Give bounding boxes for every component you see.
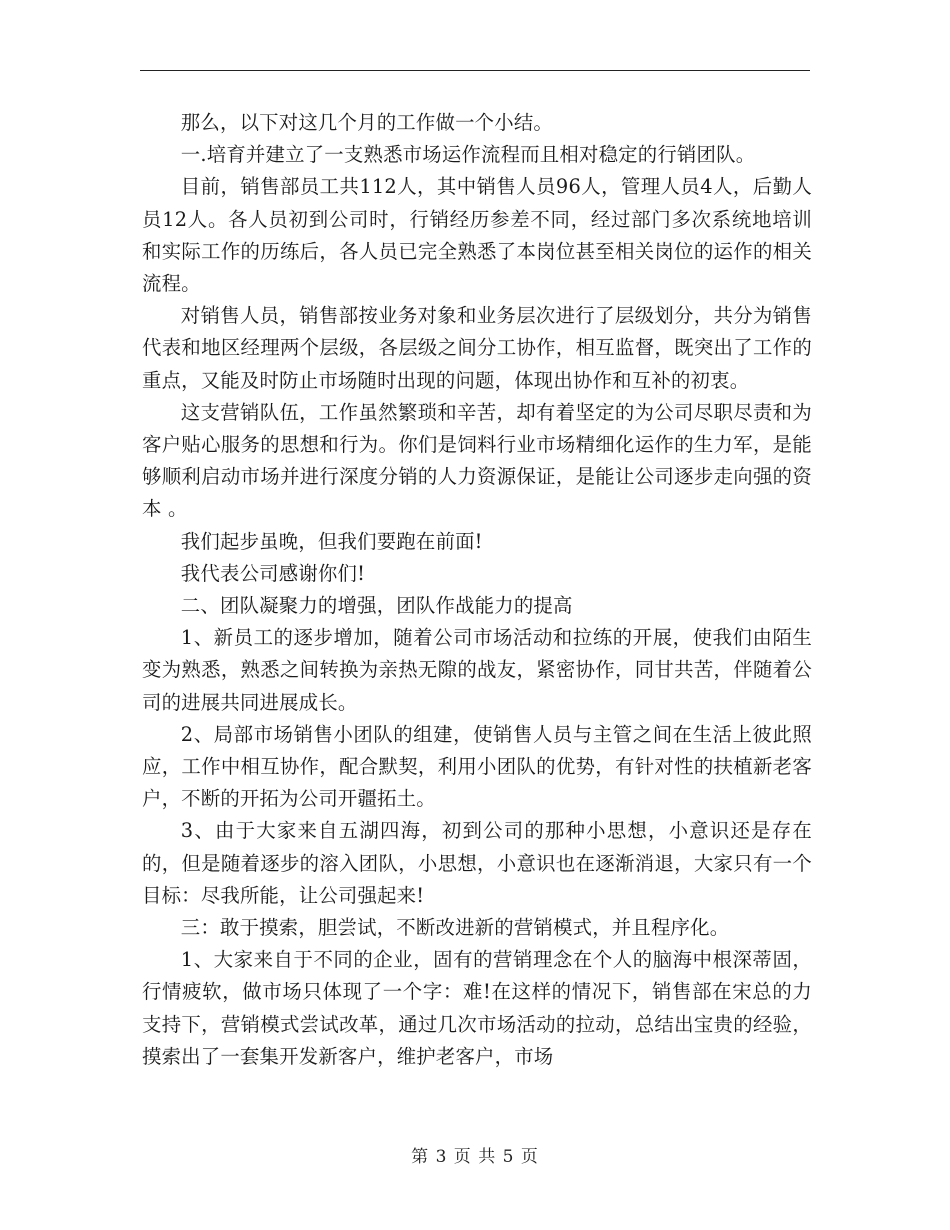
page-footer: 第 3 页 共 5 页 [411,1147,539,1167]
document-body [142,107,812,1073]
list-item: 1、大家来自于不同的企业，固有的营销理念在个人的脑海中根深蒂固，行情疲软，做市场只体现了一个字：难!在这样的情况下，销售部在宋总的力支持下，营销模式尝试改革，通过几次市场活动的拉动，总结出宝贵的经验，摸索出了一套集开发新客户，维护老客户，市场 [142,948,812,1068]
paragraph: 对销售人员，销售部按业务对象和业务层次进行了层级划分，共分为销售代表和地区经理两个层级，各层级之间分工协作，相互监督，既突出了工作的重点，又能及时防止市场随时出现的问题，体现出协作和互补的初衷。 [142,304,812,392]
section-heading: 三：敢于摸索，胆尝试，不断改进新的营销模式，并且程序化。 [180,916,730,940]
section-heading: 二、团队凝聚力的增强，团队作战能力的提高 [180,594,573,618]
paragraph: 目前，销售部员工共112人，其中销售人员96人，管理人员4人，后勤人员12人。各人员初到公司时，行销经历参差不同，经过部门多次系统地培训和实际工作的历练后，各人员已完全熟悉了本岗位甚至相关岗位的运作的相关流程。 [142,175,812,296]
paragraph: 我代表公司感谢你们! [180,561,366,585]
list-item: 2、局部市场销售小团队的组建，使销售人员与主管之间在生活上彼此照应，工作中相互协作，配合默契，利用小团队的优势，有针对性的扶植新老客户，不断的开拓为公司开疆拓土。 [142,722,812,811]
header-rule [140,70,810,71]
paragraph: 我们起步虽晚，但我们要跑在前面! [180,529,483,553]
section-heading: 一.培育并建立了一支熟悉市场运作流程而且相对稳定的行销团队。 [180,143,756,167]
paragraph: 这支营销队伍，工作虽然繁琐和辛苦，却有着坚定的为公司尽职尽责和为客户贴心服务的思想和行为。你们是饲料行业市场精细化运作的生力军，是能够顺利启动市场并进行深度分销的人力资源保证，是能让公司逐步走向强的资本 。 [142,400,812,521]
list-item: 1、新员工的逐步增加，随着公司市场活动和拉练的开展，使我们由陌生变为熟悉，熟悉之间转换为亲热无隙的战友，紧密协作，同甘共苦，伴随着公司的进展共同进展成长。 [142,626,812,714]
list-item: 3、由于大家来自五湖四海，初到公司的那种小思想，小意识还是存在的，但是随着逐步的溶入团队，小思想，小意识也在逐渐消退，大家只有一个目标：尽我所能，让公司强起来! [142,819,812,907]
paragraph: 那么，以下对这几个月的工作做一个小结。 [180,111,554,134]
